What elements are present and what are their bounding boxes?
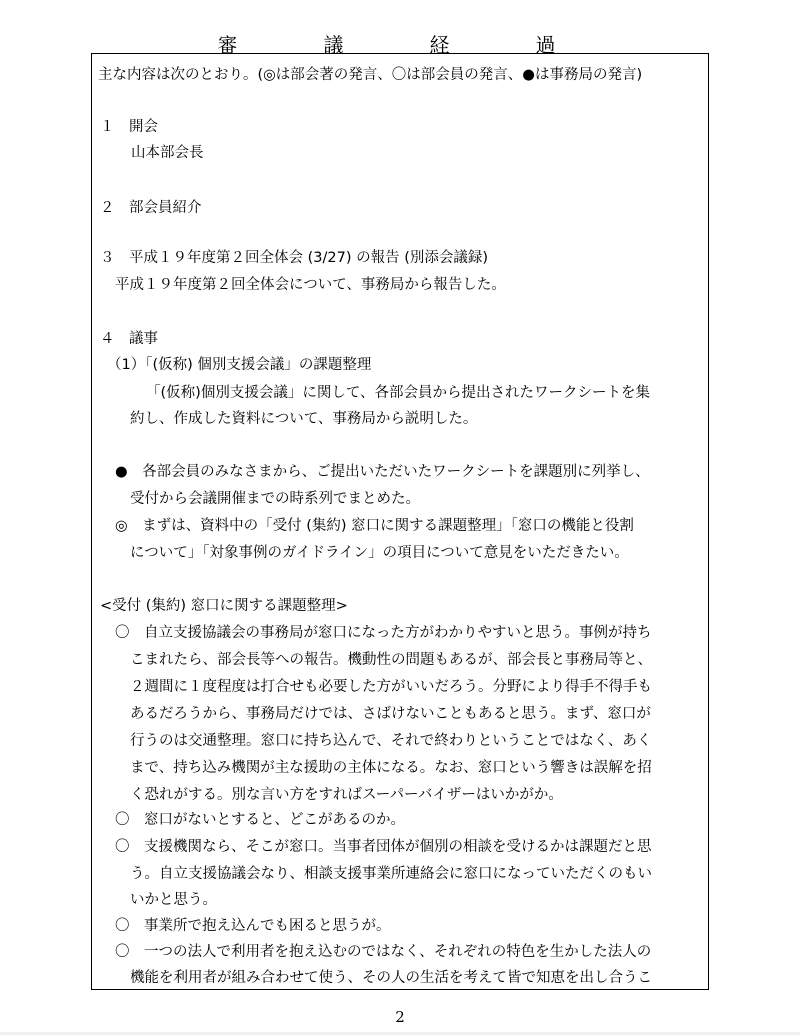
member-statement: 〇 自立支援協議会の事務局が窓口になった方がわかりやすいと思う。事例が持ち (115, 625, 652, 641)
paragraph-line: いかと思う。 (130, 892, 217, 908)
member-statement: 〇 窓口がないとすると、どこがあるのか。 (115, 812, 405, 828)
page-number: 2 (395, 1008, 405, 1026)
member-statement: 〇 事業所で抱え込んでも困ると思うが。 (115, 918, 391, 934)
page-title: 審 議 経 過 (217, 33, 589, 57)
section-2-heading: ２ 部会員紹介 (100, 200, 202, 216)
member-statement: 〇 一つの法人で利用者を抱え込むのではなく、それぞれの特色を生かした法人の (115, 944, 652, 960)
section-3-body: 平成１９年度第２回全体会について、事務局から報告した。 (115, 277, 506, 293)
paragraph-line: 機能を利用者が組み合わせて使う、その人の生活を考えて皆で知恵を出し合うこ (130, 970, 652, 986)
paragraph-line: 「(仮称)個別支援会議」に関して、各部会員から提出されたワークシートを集 (146, 385, 651, 401)
section-1-heading: １ 開会 (100, 119, 158, 135)
chair-statement: ◎ まずは、資料中の「受付 (集約) 窓口に関する課題整理」「窓口の機能と役割 (115, 518, 634, 534)
section-1-body: 山本部会長 (131, 145, 204, 161)
section-3-heading: ３ 平成１９年度第２回全体会 (3/27) の報告 (別添会議録) (100, 250, 489, 266)
subsection-heading: <受付 (集約) 窓口に関する課題整理> (100, 598, 348, 614)
paragraph-line: く恐れがする。別な言い方をすればスーパーバイザーはいかがか。 (130, 787, 563, 803)
paragraph-line: 約し、作成した資料について、事務局から説明した。 (130, 411, 478, 427)
paragraph-line: まで、持ち込み機関が主な援助の主体になる。なお、窓口という響きは誤解を招 (130, 760, 652, 776)
paragraph-line: について」「対象事例のガイドライン」の項目について意見をいただきたい。 (130, 545, 629, 561)
paragraph-line: 受付から会議開催までの時系列でまとめた。 (130, 491, 420, 507)
agenda-item-1: （1）「(仮称) 個別支援会議」の課題整理 (107, 357, 372, 373)
section-4-heading: ４ 議事 (100, 331, 158, 347)
paragraph-line: ２週間に１度程度は打合せも必要した方がいいだろう。分野により得手不得手も (130, 679, 652, 695)
paragraph-line: う。自立支援協議会なり、相談支援事業所連絡会に窓口になっていただくのもい (130, 866, 652, 882)
paragraph-line: あるだろうから、事務局だけでは、さばけないこともあると思う。まず、窓口が (130, 706, 651, 722)
document-frame (91, 53, 709, 990)
paragraph-line: 行うのは交通整理。窓口に持ち込んで、それで終わりということではなく、あく (130, 733, 652, 749)
paragraph-line: こまれたら、部会長等への報告。機動性の問題もあるが、部会長と事務局等と、 (130, 652, 652, 668)
secretariat-statement: ● 各部会員のみなさまから、ご提出いただいたワークシートを課題別に列挙し、 (115, 464, 650, 480)
intro-note: 主な内容は次のとおり。(◎は部会著の発言、〇は部会員の発言、●は事務局の発言) (98, 67, 643, 83)
member-statement: 〇 支援機関なら、そこが窓口。当事者団体が個別の相談を受けるかは課題だと思 (115, 839, 652, 855)
